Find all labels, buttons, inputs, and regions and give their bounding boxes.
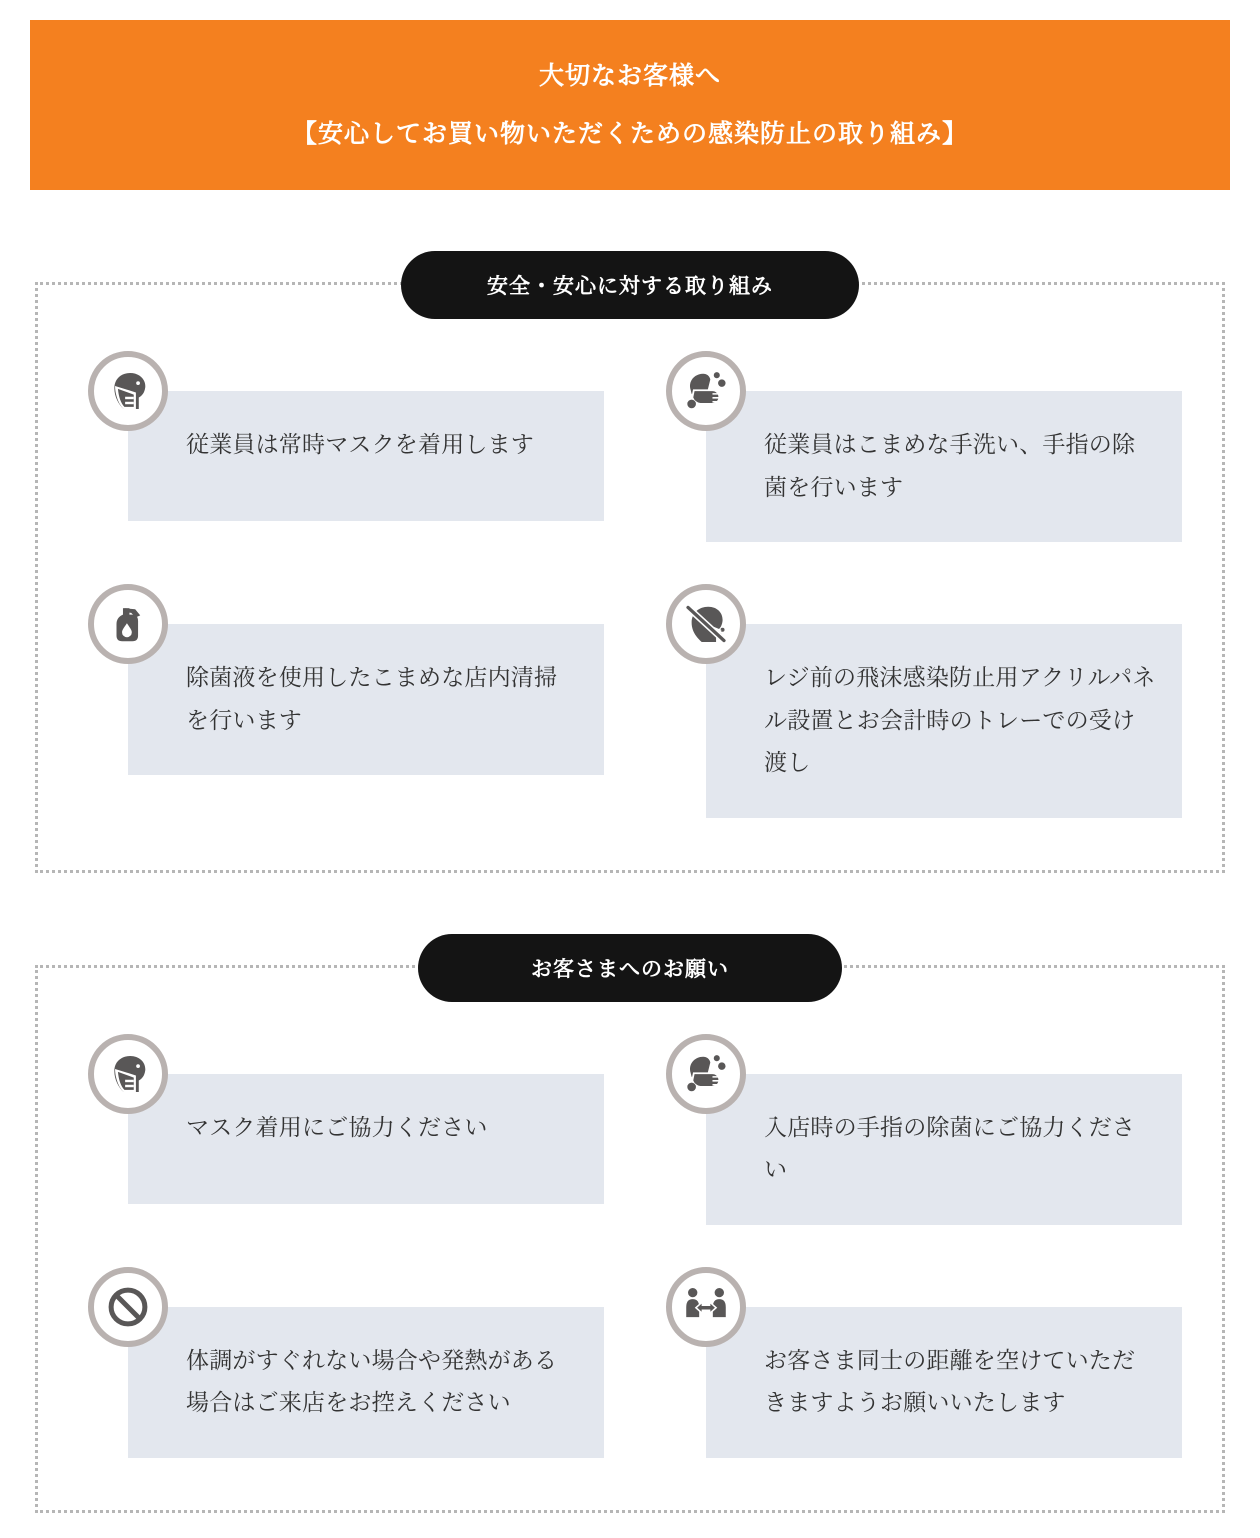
measure-item-staff-mask [88,351,604,521]
section-heading-pill: 安全・安心に対する取り組み [401,251,859,319]
request-text-box [706,1307,1182,1458]
measure-item-acrylic-panel [666,584,1182,818]
measure-text: 除菌液を使用したこまめな店内清掃を行います [186,664,558,733]
hand-washing-icon [666,1034,746,1114]
request-text: お客さま同士の距離を空けていただきますようお願いいたします [764,1346,1136,1416]
measure-text: レジ前の飛沫感染防止用アクリルパネル設置とお会計時のトレーでの受け渡し [764,664,1156,776]
request-text-box [128,1307,604,1458]
sanitizer-bottle-icon [88,584,168,664]
prohibition-icon [88,1267,168,1347]
request-text: マスク着用にご協力ください [186,1113,488,1140]
droplet-prevention-icon [666,584,746,664]
measure-text-box [706,391,1182,542]
section-heading-pill: お客さまへのお願い [418,934,842,1002]
measure-text-box [128,391,604,521]
mask-face-icon [88,351,168,431]
request-text-box [706,1074,1182,1225]
section-customer-requests [35,957,1225,1513]
request-item-hand-sanitizing [666,1034,1182,1225]
measure-text-box [706,624,1182,818]
notice-banner [30,20,1230,190]
section-safety-measures [35,275,1225,873]
mask-face-icon [88,1034,168,1114]
request-text-box [128,1074,604,1204]
request-item-social-distance [666,1267,1182,1458]
requests-grid [88,1034,1182,1458]
banner-title: 大切なお客様へ [538,62,721,90]
measure-item-sanitizing-cleaning [88,584,604,775]
hand-washing-icon [666,351,746,431]
measure-text: 従業員は常時マスクを着用します [186,431,534,457]
measure-item-hand-washing [666,351,1182,542]
request-text: 体調がすぐれない場合や発熱がある場合はご来店をお控えください [186,1346,558,1416]
measures-grid [88,351,1182,818]
request-item-mask [88,1034,604,1204]
request-text: 入店時の手指の除菌にご協力ください [764,1113,1136,1183]
measure-text: 従業員はこまめな手洗い、手指の除菌を行います [764,431,1136,500]
request-item-stay-home [88,1267,604,1458]
social-distance-icon [666,1267,746,1347]
measure-text-box [128,624,604,775]
banner-subtitle: 【安心してお買い物いただくための感染防止の取り組み】 [291,120,968,148]
